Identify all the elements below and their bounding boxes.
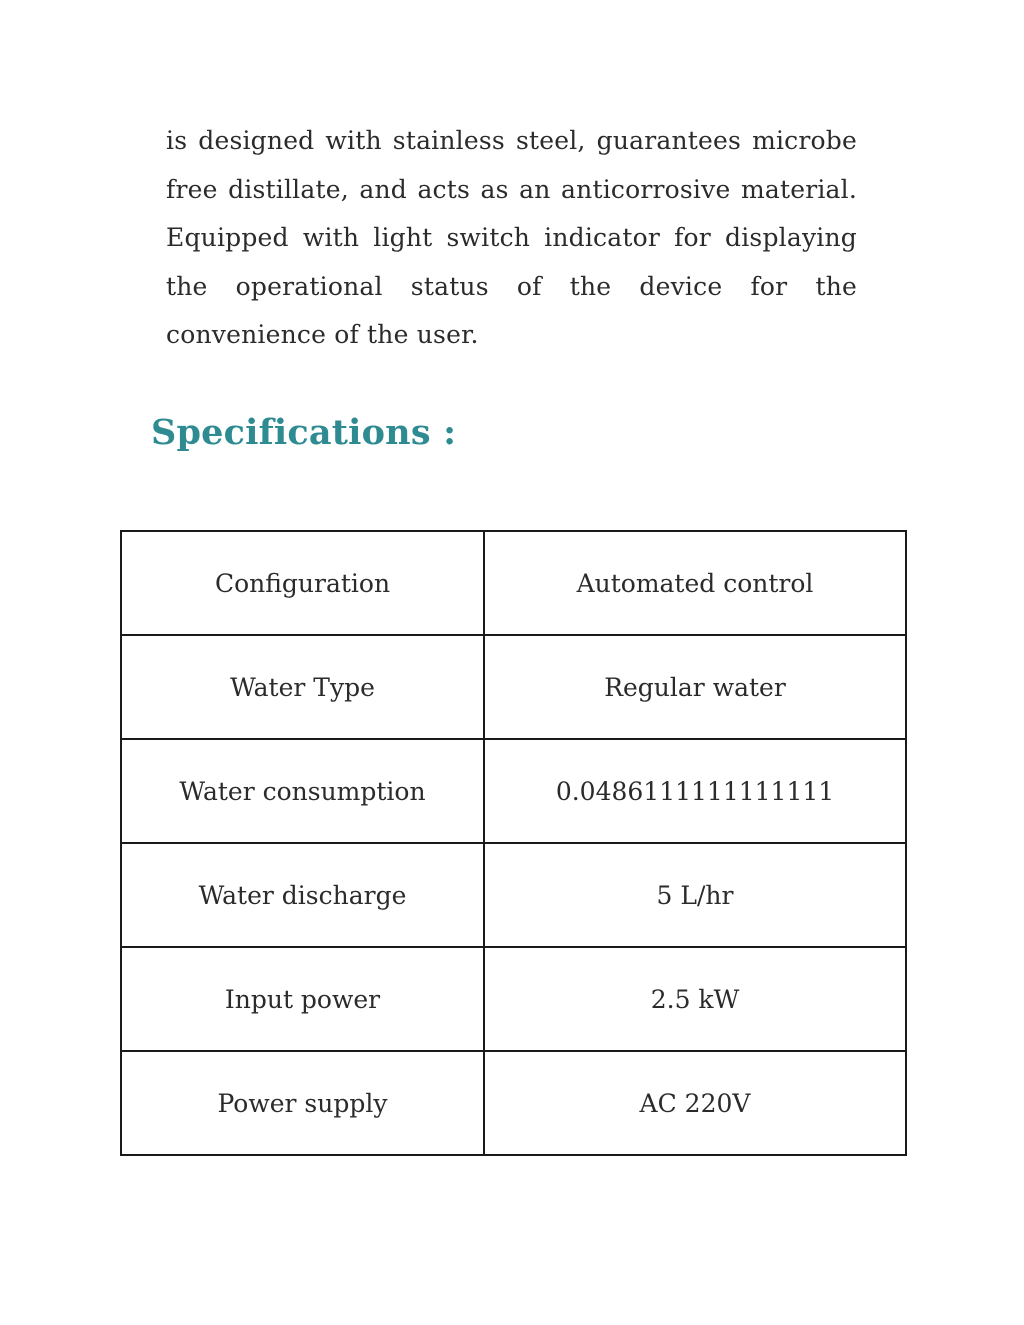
spec-label: Input power	[121, 947, 484, 1051]
table-row	[121, 843, 906, 947]
spec-label: Water Type	[121, 635, 484, 739]
table-row	[121, 635, 906, 739]
intro-paragraph: is designed with stainless steel, guarantees microbe free distillate, and acts as an anticorrosive material. Equipped with light switch indicator for displaying the operational status of the device for the convenience of the user.	[166, 126, 857, 349]
spec-label: Power supply	[121, 1051, 484, 1155]
spec-value: Automated control	[484, 531, 906, 635]
spec-value: Regular water	[484, 635, 906, 739]
table-row	[121, 1051, 906, 1155]
specifications-table	[120, 530, 907, 1156]
spec-value: 2.5 kW	[484, 947, 906, 1051]
table-row	[121, 531, 906, 635]
table-row	[121, 947, 906, 1051]
specifications-heading: Specifications :	[151, 412, 457, 453]
spec-value: 5 L/hr	[484, 843, 906, 947]
spec-value: 0.0486111111111111	[484, 739, 906, 843]
spec-value: AC 220V	[484, 1051, 906, 1155]
table-row	[121, 739, 906, 843]
spec-label: Water discharge	[121, 843, 484, 947]
spec-label: Water consumption	[121, 739, 484, 843]
spec-label: Configuration	[121, 531, 484, 635]
